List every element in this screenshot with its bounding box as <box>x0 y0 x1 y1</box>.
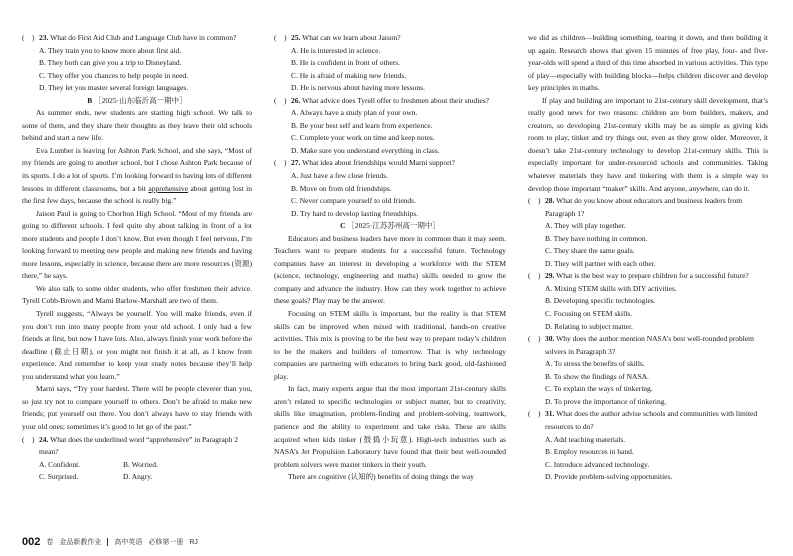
option: D. They will partner with each other. <box>545 258 656 268</box>
passage-paragraph: Educators and business leaders have more in common than it may seem. Teachers want to prepare students for a successful future. Technology companies have an interest in developing a workforce with the STEM (science, technology, engineering and maths) skills needed to grow the company and advance the industry. How can they work together to achieve these goals? Play may be the answer. <box>274 233 506 306</box>
question-27 <box>274 157 506 170</box>
option: D. Try hard to develop lasting friendships. <box>291 208 419 218</box>
section-heading-b <box>22 95 252 108</box>
column-middle <box>274 32 506 484</box>
option: A. To stress the benefits of skills. <box>545 359 645 369</box>
question-stem: Why does the author mention NASA’s best well-rounded problem solvers in Paragraph 3? <box>545 334 755 356</box>
question-number: 27. <box>291 158 301 168</box>
option: B. Move on from old friendships. <box>291 183 392 193</box>
underlined-word: apprehensive <box>148 183 188 193</box>
question-30 <box>528 333 768 358</box>
option: C. Focusing on STEM skills. <box>545 309 633 319</box>
footer-divider <box>107 538 108 546</box>
question-stem: What idea about friendships would Marni support? <box>302 158 456 168</box>
passage-paragraph: Jaison Paul is going to Chorlton High School. “Most of my friends are going to different schools. I feel quite shy about talking in front of a lot more students and people I don’t know. But even though I feel nervous, I’m looking forward to meeting new people and making new friends and having more lessons, especially in science, because there are more resources (资源) there,” he says. <box>22 208 252 281</box>
option-row <box>22 471 252 484</box>
question-stem: What do you know about educators and business leaders from Paragraph 1? <box>545 196 743 218</box>
passage-paragraph: Marni says, “Try your hardest. There will be people cleverer than you, so just try not to compare yourself to others. Don’t be afraid to make new friends; put yourself out there. You don’t always have to stay friends with your old ones; sometimes it’s good to let go of the past.” <box>22 384 252 431</box>
passage-paragraph: As summer ends, new students are starting high school. We talk to some of them, and they share their thoughts as they leave their old schools behind and start a new life. <box>22 108 252 143</box>
question-23 <box>22 32 252 45</box>
passage-paragraph: Tyrell suggests, “Always be yourself. You will make friends, even if you don’t run into many people from your old school. I only had a few friends at first, but now I have lots. Also, always finish your work before the deadline (截止日期), or you might not finish it at all, as I know from experience. And remember to keep your study notes because they’ll help you understand what you learn.” <box>22 309 252 381</box>
option: B. To show the findings of NASA. <box>545 371 649 381</box>
section-letter: C <box>340 221 346 231</box>
section-source: ［2025·山东临沂高一期中］ <box>94 95 187 105</box>
passage-paragraph: If play and building are important to 21st-century skill development, that’s really good news for two reasons: children are born builders, makers, and creators, so developing 21st-century skills may be as simple as giving kids room to play, tinker and try things out, even as they grow older. Moreover, it doesn’t take 21st-century technology to develop 21st-century skills. This is especially important for under-resourced schools and communities. Taking whatever materials they have and tinkering with them is a simple way to develop those important “maker” skills. And anyone, anywhere, can do it. <box>528 95 768 193</box>
section-letter: B <box>87 95 93 105</box>
option: B. They both can give you a trip to Disneyland. <box>39 58 182 68</box>
question-stem: What does the underlined word “apprehensive” in Paragraph 2 mean? <box>39 434 238 457</box>
option: D. They let you master several foreign languages. <box>39 83 189 93</box>
question-stem: What can we learn about Jaison? <box>302 33 401 42</box>
page-number: 002 <box>22 536 41 548</box>
column-left <box>22 32 252 484</box>
option: A. He is interested in science. <box>291 45 381 55</box>
option: C. Never compare yourself to old friends. <box>291 196 416 206</box>
option: C. They offer you chances to help people in need. <box>39 70 189 80</box>
option: A. Always have a study plan of your own. <box>291 108 418 118</box>
question-28 <box>528 195 768 220</box>
column-right <box>528 32 768 484</box>
option: C. He is afraid of making new friends. <box>291 70 407 80</box>
option: B. Employ resources in hand. <box>545 447 634 457</box>
question-number: 25. <box>291 33 301 42</box>
question-stem: What is the best way to prepare children for a successful future? <box>556 271 749 281</box>
question-number: 31. <box>545 409 555 419</box>
option-row <box>22 459 252 472</box>
question-number: 24. <box>39 434 49 444</box>
answer-blank[interactable]: ( ) <box>528 334 541 344</box>
option: D. Provide problem-solving opportunities. <box>545 472 673 482</box>
answer-blank[interactable]: ( ) <box>22 434 35 444</box>
footer-brand: 金品新教作业 <box>59 539 102 546</box>
page-footer <box>22 536 198 548</box>
passage-paragraph: Focusing on STEM skills is important, but the reality is that STEM skills can be improved when mixed with traditional, hands-on creative activities. This mix is proving to be the best way to prepare today’s children to be the makers and builders of tomorrow. That is why technology companies are partnering with educators to bring back good, old-fashioned play. <box>274 309 506 381</box>
answer-blank[interactable]: ( ) <box>528 271 541 281</box>
answer-blank[interactable]: ( ) <box>528 409 541 419</box>
option: A. They will play together. <box>545 221 626 231</box>
question-stem: What does the author advise schools and communities with limited resources to do? <box>545 409 758 431</box>
option: A. Confident. <box>39 459 81 469</box>
option: B. They have nothing in common. <box>545 233 648 243</box>
question-number: 23. <box>39 33 49 42</box>
option: D. Relating to subject matter. <box>545 321 633 331</box>
option: C. They share the same goals. <box>545 246 635 256</box>
option: A. Just have a few close friends. <box>291 171 389 181</box>
section-source: ［2025·江苏苏州高一期中］ <box>347 221 440 231</box>
option: C. To explain the ways of tinkering. <box>545 384 653 394</box>
paragraph-text: about getting lost in the first few days, because the school is really big.” <box>22 183 252 206</box>
passage-paragraph: We also talk to some older students, who offer freshmen their advice. Tyrell Cobb-Brown and Marni Barlow-Marshall are two of them. <box>22 283 252 306</box>
option: B. He is confident in front of others. <box>291 58 400 68</box>
question-31 <box>528 408 768 433</box>
question-26 <box>274 95 506 108</box>
option: D. Angry. <box>123 472 153 482</box>
option: C. Introduce advanced technology. <box>545 459 650 469</box>
answer-blank[interactable]: ( ) <box>274 33 287 42</box>
option: A. They train you to know more about first aid. <box>39 45 182 55</box>
option: B. Worried. <box>123 459 158 469</box>
question-stem: What advice does Tyrell offer to freshmen about their studies? <box>302 95 489 105</box>
option: A. Mixing STEM skills with DIY activities. <box>545 283 677 293</box>
question-25 <box>274 32 506 45</box>
answer-blank[interactable]: ( ) <box>274 158 287 168</box>
passage-paragraph: In fact, many experts argue that the most important 21st-century skills aren’t related to specific technologies or subject matter, but to creativity, skills like imagination, problem-finding and problem-solving, teamwork, patience and the ability to experiment and take risks. These are skills acquired when kids tinker (鼓捣小玩意). High-tech industries such as NASA’s Jet Propulsion Laboratory have found that their best well-rounded problem solvers were master tinkers in their youth. <box>274 384 506 469</box>
question-number: 30. <box>545 334 555 344</box>
answer-blank[interactable]: ( ) <box>22 33 35 42</box>
option: C. Surprised. <box>39 472 79 482</box>
question-24 <box>22 434 252 459</box>
section-heading-c <box>274 220 506 233</box>
question-stem: What do First Aid Club and Language Club have in common? <box>50 33 237 42</box>
passage-paragraph: There are cognitive (认知的) benefits of doing things the way <box>288 472 474 482</box>
option: D. Make sure you understand everything in class. <box>291 145 440 155</box>
option: B. Be your best self and learn from experience. <box>291 120 433 130</box>
passage-paragraph <box>22 145 252 208</box>
question-number: 29. <box>545 271 555 281</box>
answer-blank[interactable]: ( ) <box>274 95 287 105</box>
option: B. Developing specific technologies. <box>545 296 656 306</box>
question-29 <box>528 270 768 283</box>
option: A. Add teaching materials. <box>545 434 626 444</box>
question-number: 26. <box>291 95 301 105</box>
option: D. He is nervous about having more lessons. <box>291 83 425 93</box>
question-number: 28. <box>545 196 555 206</box>
passage-paragraph: we did as children—building something, tearing it down, and then building it up again. Research shows that given 15 minutes of free play, four- and five-year-olds will spend a third of this time absorbed in various activities. This type of play—especially with building blocks—helps children discover and develop key principles in maths. <box>528 33 768 93</box>
footer-edition: RJ <box>189 538 198 546</box>
footer-volume: 必修第一册 <box>148 539 184 546</box>
footer-label: 卷 <box>46 539 54 546</box>
option: C. Complete your work on time and keep notes. <box>291 133 435 143</box>
paragraph-text: Eva Lumber is leaving for Ashton Park School, and she says, “Most of my friends are going to another school, but I chose Ashton Park because of its sports. I do a lot of sports. I’m looking forward to having lots of different lessons in different classrooms, but a bit <box>22 145 252 193</box>
footer-subject: 高中英语 <box>114 539 143 546</box>
option: D. To prove the importance of tinkering. <box>545 396 667 406</box>
answer-blank[interactable]: ( ) <box>528 196 541 206</box>
